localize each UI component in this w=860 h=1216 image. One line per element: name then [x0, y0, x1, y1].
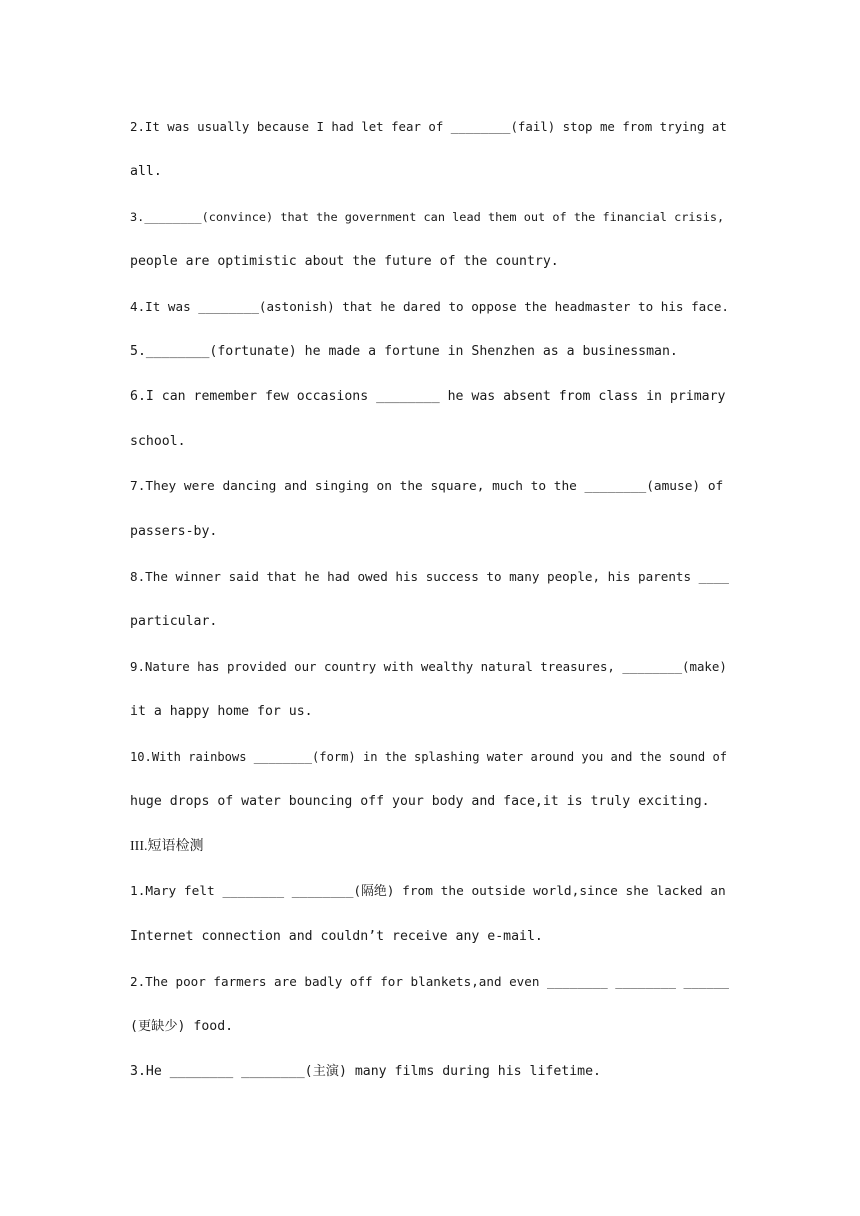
question-2-line-1: 2.It was usually because I had let fear of ________(fail) stop me from trying at	[130, 119, 727, 134]
question-2-line-2: all.	[130, 164, 162, 179]
question-7-line-1: 7.They were dancing and singing on the square, much to the ________(amuse) of	[130, 479, 724, 494]
phrase-1-line-1: 1.Mary felt ________ ________(隔绝) from the outside world,since she lacked an	[130, 884, 726, 899]
question-10-line-2: huge drops of water bouncing off your body and face,it is truly exciting.	[130, 794, 710, 809]
phrase-1-line-2: Internet connection and couldn’t receive any e-mail.	[130, 929, 543, 944]
question-7-line-2: passers-by.	[130, 524, 218, 539]
question-5-line-1: 5.________(fortunate) he made a fortune in Shenzhen as a businessman.	[130, 344, 678, 359]
question-6-line-1: 6.I can remember few occasions ________ he was absent from class in primary	[130, 389, 726, 404]
question-10-line-1: 10.With rainbows ________(form) in the splashing water around you and the sound of	[130, 750, 728, 764]
question-4-line-1: 4.It was ________(astonish) that he dared to oppose the headmaster to his face.	[130, 299, 729, 314]
question-9-line-2: it a happy home for us.	[130, 704, 313, 719]
question-3-line-2: people are optimistic about the future of the country.	[130, 254, 559, 269]
question-6-line-2: school.	[130, 434, 186, 449]
question-9-line-1: 9.Nature has provided our country with wealthy natural treasures, ________(make)	[130, 659, 727, 674]
question-3-line-1: 3.________(convince) that the government can lead them out of the financial crisis,	[130, 210, 725, 224]
phrase-2-line-2: (更缺少) food.	[130, 1019, 234, 1034]
section-heading-phrases: III.短语检测	[130, 839, 204, 854]
question-8-line-2: particular.	[130, 614, 218, 629]
phrase-3-line-1: 3.He ________ ________(主演) many films during his lifetime.	[130, 1064, 601, 1079]
phrase-2-line-1: 2.The poor farmers are badly off for blankets,and even ________ ________ ______	[130, 974, 729, 989]
question-8-line-1: 8.The winner said that he had owed his success to many people, his parents ____	[130, 569, 729, 584]
